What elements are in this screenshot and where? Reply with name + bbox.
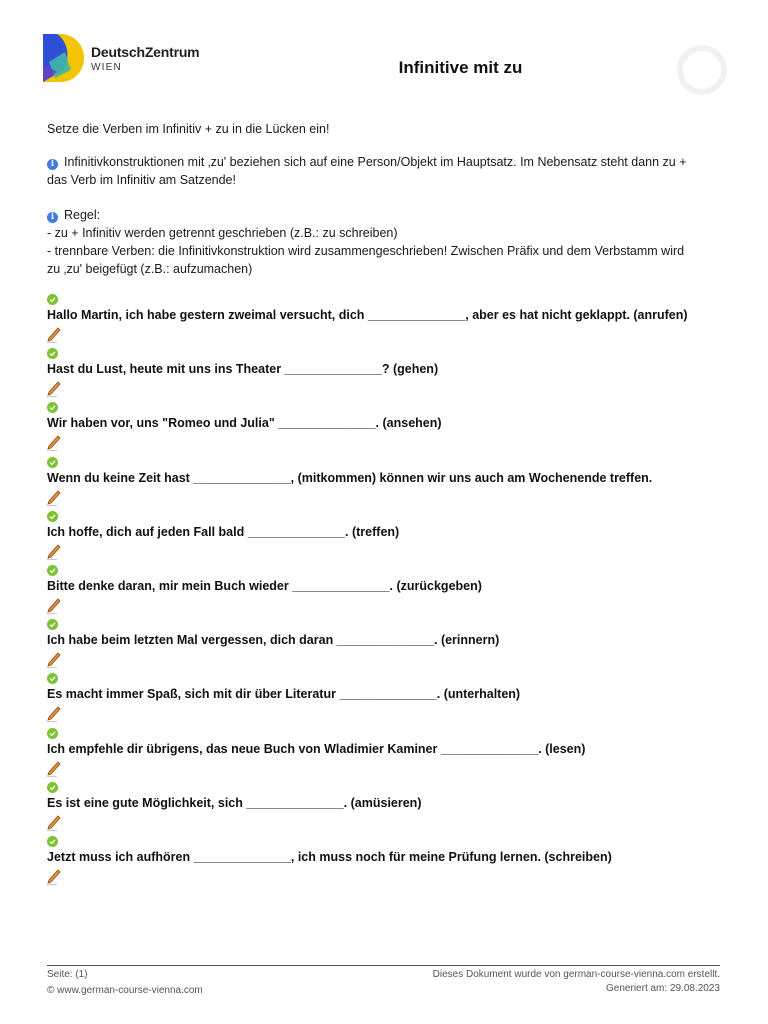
check-circle-icon — [47, 673, 58, 684]
footer-divider — [47, 965, 720, 966]
check-circle-icon — [47, 728, 58, 739]
instruction-line: Setze die Verben im Infinitiv + zu in die Lücken ein! — [47, 122, 330, 136]
check-circle-icon — [47, 782, 58, 793]
exercise-sentence: Wir haben vor, uns "Romeo und Julia" ______________. (ansehen) — [47, 416, 442, 431]
check-circle-icon — [47, 402, 58, 413]
exercise-item — [47, 617, 719, 671]
exercise-sentence: Jetzt muss ich aufhören ______________, ich muss noch für meine Prüfung lernen. (schreiben) — [47, 849, 612, 864]
instruction-text — [47, 120, 719, 138]
check-circle-icon — [47, 619, 58, 630]
created-by-text: Dieses Dokument wurde von german-course-vienna.com erstellt. — [432, 969, 720, 980]
brand-name: DeutschZentrum — [91, 44, 200, 60]
exercise-list — [47, 292, 719, 888]
exercise-sentence: Ich hoffe, dich auf jeden Fall bald ______________. (treffen) — [47, 524, 400, 539]
exercise-item — [47, 726, 719, 780]
brand-subtitle: WIEN — [91, 62, 122, 73]
info-icon: i — [47, 159, 58, 170]
exercise-item — [47, 400, 719, 454]
exercise-sentence: Hallo Martin, ich habe gestern zweimal versucht, dich ______________, aber es hat nicht geklappt. (anrufen) — [47, 308, 688, 322]
rule-line-2: - trennbare Verben: die Infinitivkonstruktion wird zusammengeschrieben! Zwischen Präfix und dem Verbstamm wird — [47, 244, 685, 258]
check-circle-icon — [47, 457, 58, 468]
exercise-sentence: Hast du Lust, heute mit uns ins Theater ______________? (gehen) — [47, 362, 439, 377]
exercise-sentence: Es macht immer Spaß, sich mit dir über Literatur ______________. (unterhalten) — [47, 687, 521, 702]
exercise-sentence: Ich empfehle dir übrigens, das neue Buch von Wladimier Kaminer ______________. (lesen) — [47, 741, 586, 756]
exercise-item — [47, 346, 719, 400]
check-circle-icon — [47, 565, 58, 576]
exercise-sentence: Es ist eine gute Möglichkeit, sich ______________. (amüsieren) — [47, 795, 422, 810]
pencil-icon[interactable] — [47, 490, 61, 506]
exercise-item — [47, 563, 719, 617]
generated-date: Generiert am: 29.08.2023 — [606, 983, 720, 994]
exercise-sentence: Wenn du keine Zeit hast ______________, (mitkommen) können wir uns auch am Wochenende treffen. — [47, 470, 653, 485]
info-icon: i — [47, 212, 58, 223]
exercise-item — [47, 671, 719, 725]
rule-line-3: zu ‚zu' beigefügt (z.B.: aufzumachen) — [47, 262, 253, 276]
pencil-icon[interactable] — [47, 706, 61, 722]
rule-paragraph — [47, 206, 719, 278]
pencil-icon[interactable] — [47, 435, 61, 451]
check-circle-icon — [47, 836, 58, 847]
pencil-icon[interactable] — [47, 598, 61, 614]
pencil-icon[interactable] — [47, 761, 61, 777]
rule-title: Regel: — [64, 208, 101, 222]
exercise-item — [47, 455, 719, 509]
check-circle-icon — [47, 294, 58, 305]
pencil-icon[interactable] — [47, 544, 61, 560]
exercise-item — [47, 509, 719, 563]
document-title: Infinitive mit zu — [398, 58, 523, 77]
pencil-icon[interactable] — [47, 327, 61, 343]
page-number: Seite: (1) — [47, 969, 88, 980]
rule-line-1: - zu + Infinitiv werden getrennt geschrieben (z.B.: zu schreiben) — [47, 226, 398, 240]
exercise-item — [47, 780, 719, 834]
pencil-icon[interactable] — [47, 381, 61, 397]
pencil-icon[interactable] — [47, 652, 61, 668]
info-paragraph — [47, 153, 719, 189]
pencil-icon[interactable] — [47, 869, 61, 885]
exercise-sentence: Bitte denke daran, mir mein Buch wieder ______________. (zurückgeben) — [47, 578, 482, 593]
exercise-sentence: Ich habe beim letzten Mal vergessen, dich daran ______________. (erinnern) — [47, 633, 500, 648]
exercise-item — [47, 834, 719, 888]
info-line-2: das Verb im Infinitiv am Satzende! — [47, 173, 236, 187]
copyright-text: © www.german-course-vienna.com — [47, 985, 203, 996]
check-circle-icon — [47, 511, 58, 522]
watermark-icon — [672, 40, 732, 100]
exercise-item — [47, 292, 719, 346]
info-line-1: Infinitivkonstruktionen mit ‚zu' beziehen sich auf eine Person/Objekt im Hauptsatz. Im Nebensatz steht dann zu + — [64, 155, 687, 169]
pencil-icon[interactable] — [47, 815, 61, 831]
check-circle-icon — [47, 348, 58, 359]
